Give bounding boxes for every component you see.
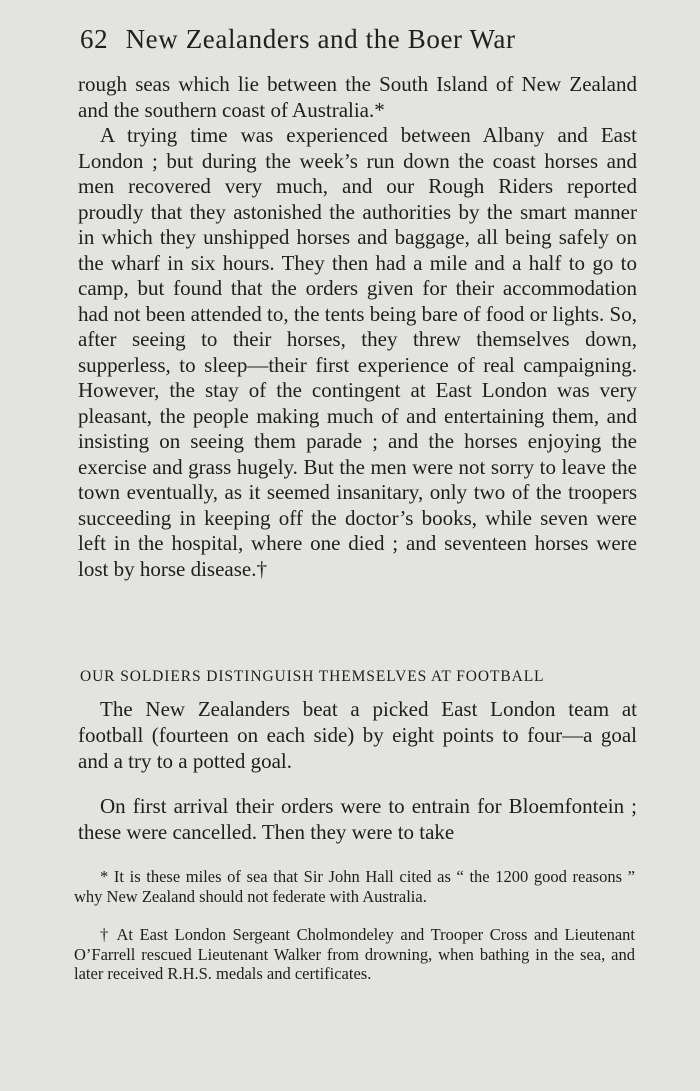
paragraph-football: The New Zealanders beat a picked East London team at football (fourteen on each side) by eight points to four—a goal and a try to a potted goal. bbox=[78, 697, 637, 773]
running-title: New Zealanders and the Boer War bbox=[125, 24, 516, 54]
running-header bbox=[80, 24, 620, 55]
paragraph-continuation-and-main bbox=[78, 72, 637, 582]
footnote-2: † At East London Sergeant Cholmondeley and Trooper Cross and Lieutenant O’Farrell rescued Lieutenant Walker from drowning, when bathing in the sea, and later received R.H.S. medals and certificates. bbox=[74, 925, 635, 983]
paragraph-orders: On first arrival their orders were to entrain for Bloemfontein ; these were cancelled. Then they were to take bbox=[78, 794, 637, 844]
footnote-1: * It is these miles of sea that Sir John Hall cited as “ the 1200 good reasons ” why New Zealand should not federate with Australia. bbox=[74, 867, 635, 906]
page-number: 62 bbox=[80, 24, 109, 54]
paragraph-continuation: rough seas which lie between the South Island of New Zealand and the southern coast of Australia.* bbox=[78, 72, 637, 122]
section-heading: OUR SOLDIERS DISTINGUISH THEMSELVES AT FOOTBALL bbox=[80, 668, 545, 685]
paragraph-main: A trying time was experienced between Albany and East London ; but during the week’s run down the coast horses and men recovered very much, and our Rough Riders reported proudly that they astonished the authorities by the smart manner in which they unshipped horses and baggage, all being safely on the wharf in six hours. They then had a mile and a half to go to camp, but found that the orders given for their accommodation had not been attended to, the tents being bare of food or lights. So, after seeing to their horses, they threw themselves down, supperless, to sleep—their first experience of real campaigning. However, the stay of the contingent at East London was very pleasant, the people making much of and entertaining them, and insisting on seeing them parade ; and the horses enjoying the exercise and grass hugely. But the men were not sorry to leave the town eventually, as it seemed insanitary, only two of the troopers succeeding in keeping off the doctor’s books, while seven were left in the hospital, where one died ; and seventeen horses were lost by horse disease.† bbox=[78, 123, 637, 581]
